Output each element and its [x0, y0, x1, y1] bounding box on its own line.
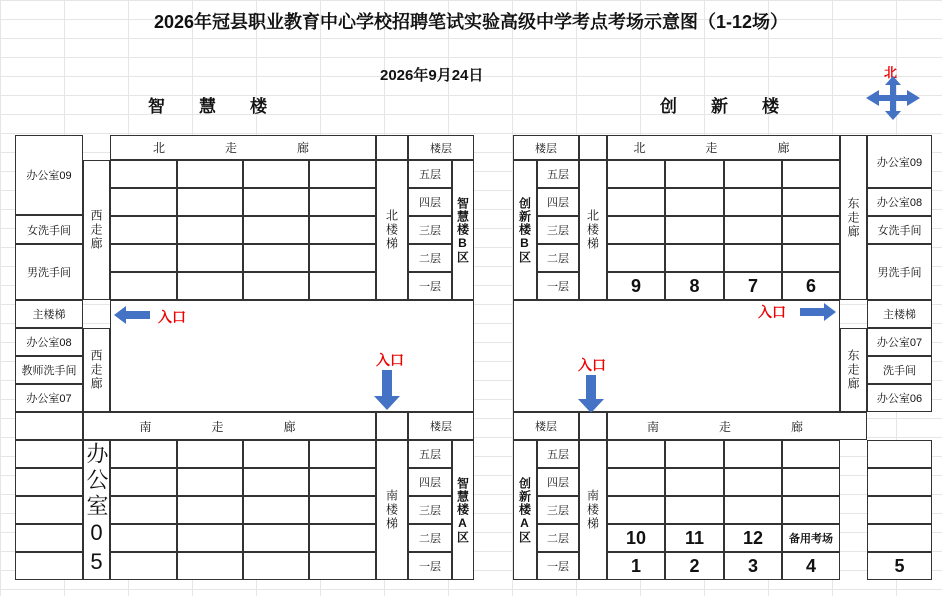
left-women-washroom: 女洗手间 [15, 215, 83, 244]
right-main-stairs: 主楼梯 [867, 300, 932, 328]
left-south-cell [15, 468, 83, 496]
left-north-room-cell [177, 188, 243, 216]
right-south-room-cell [665, 468, 724, 496]
left-north-room-cell [309, 216, 376, 244]
left-north-room-cell [110, 160, 177, 188]
page-title: 2026年冠县职业教育中心学校招聘笔试实验高级中学考点考场示意图（1-12场） [153, 12, 789, 32]
left-south-room-cell [243, 440, 309, 468]
right-a-floor-4: 四层 [537, 468, 579, 496]
left-south-room-cell [177, 440, 243, 468]
left-north-room-cell [110, 244, 177, 272]
left-south-room-cell [309, 496, 376, 524]
left-south-room-cell [243, 524, 309, 552]
left-south-room-cell [309, 524, 376, 552]
exam-room-4: 4 [782, 552, 840, 580]
building-name-chuangxin: 创 新 楼 [660, 97, 779, 116]
left-north-room-cell [309, 160, 376, 188]
right-north-room-cell [724, 216, 782, 244]
right-north-room-cell [782, 216, 840, 244]
compass-north-label: 北 [884, 65, 898, 80]
left-b-floor-3: 三层 [408, 216, 452, 244]
right-entrance-east-label: 入口 [758, 304, 786, 320]
right-b-floor-4: 四层 [537, 188, 579, 216]
right-b-floor-2: 二层 [537, 244, 579, 272]
left-men-washroom: 男洗手间 [15, 244, 83, 300]
right-south-end-cell [867, 440, 932, 468]
left-south-cell [15, 496, 83, 524]
left-teacher-washroom: 教师洗手间 [15, 356, 83, 384]
right-south-stairs: 南楼梯 [579, 440, 607, 580]
compass-arrows-icon [866, 76, 920, 120]
right-north-room-cell [607, 244, 665, 272]
exam-room-8: 8 [665, 272, 724, 300]
left-floor-header-south: 楼层 [408, 412, 474, 440]
right-south-room-cell [782, 440, 840, 468]
exam-room-12: 12 [724, 524, 782, 552]
left-north-room-cell [243, 272, 309, 300]
right-north-corridor: 北 走 廊 [607, 135, 840, 160]
right-south-room-cell [724, 496, 782, 524]
left-north-room-cell [309, 244, 376, 272]
right-b-floor-3: 三层 [537, 216, 579, 244]
left-south-stairs-top [376, 412, 408, 440]
left-north-room-cell [110, 216, 177, 244]
left-north-room-cell [243, 160, 309, 188]
right-office-07: 办公室07 [867, 328, 932, 356]
right-south-room-cell [724, 468, 782, 496]
left-south-room-cell [110, 440, 177, 468]
left-entrance-down-arrow-icon [374, 370, 400, 410]
right-north-room-cell [782, 188, 840, 216]
left-a-floor-4: 四层 [408, 468, 452, 496]
right-a-floor-1: 一层 [537, 552, 579, 580]
right-south-end-cell [867, 468, 932, 496]
left-office-05: 办公室05 [84, 442, 109, 578]
left-north-room-cell [243, 216, 309, 244]
left-north-corridor: 北 走 廊 [110, 135, 376, 160]
exam-date: 2026年9月24日 [380, 67, 484, 84]
zone-zhihui-a: 智慧楼A区 [452, 440, 474, 580]
left-north-room-cell [243, 188, 309, 216]
left-entrance-west-label: 入口 [158, 309, 186, 325]
exam-room-9: 9 [607, 272, 665, 300]
right-north-room-cell [782, 160, 840, 188]
left-north-room-cell [309, 272, 376, 300]
left-south-cell [15, 524, 83, 552]
left-south-room-cell [177, 524, 243, 552]
left-main-stairs: 主楼梯 [15, 300, 83, 328]
left-a-floor-3: 三层 [408, 496, 452, 524]
left-north-room-cell [177, 216, 243, 244]
left-south-room-cell [309, 440, 376, 468]
right-office-08: 办公室08 [867, 188, 932, 216]
right-south-room-cell [724, 440, 782, 468]
right-south-room-cell [665, 440, 724, 468]
right-office-09: 办公室09 [867, 135, 932, 188]
left-b-floor-1: 一层 [408, 272, 452, 300]
left-south-room-cell [309, 552, 376, 580]
left-office-08: 办公室08 [15, 328, 83, 356]
right-entrance-south-label: 入口 [578, 357, 606, 373]
left-a-floor-1: 一层 [408, 552, 452, 580]
right-b-floor-5: 五层 [537, 160, 579, 188]
left-south-room-cell [110, 468, 177, 496]
right-washroom: 洗手间 [867, 356, 932, 384]
exam-room-backup: 备用考场 [782, 524, 840, 552]
left-a-floor-5: 五层 [408, 440, 452, 468]
right-south-room-cell [607, 468, 665, 496]
left-north-stairs: 北楼梯 [376, 160, 408, 300]
left-south-room-cell [110, 524, 177, 552]
right-south-room-cell [782, 496, 840, 524]
left-entrance-south-label: 入口 [376, 352, 404, 368]
left-south-cell [15, 440, 83, 468]
left-south-room-cell [110, 552, 177, 580]
left-north-room-cell [177, 160, 243, 188]
exam-room-5: 5 [867, 552, 932, 580]
left-west-corridor-upper: 西走廊 [83, 160, 110, 300]
right-south-corridor: 南 走 廊 [607, 412, 867, 440]
right-east-corridor-lower: 东走廊 [840, 328, 867, 412]
zone-chuangxin-b: 创新楼B区 [513, 160, 537, 300]
left-south-room-cell [177, 468, 243, 496]
left-west-corridor-lower: 西走廊 [83, 328, 110, 412]
right-north-room-cell [665, 160, 724, 188]
right-north-room-cell [607, 188, 665, 216]
left-south-cell [15, 552, 83, 580]
exam-room-2: 2 [665, 552, 724, 580]
left-south-room-cell [177, 552, 243, 580]
left-north-room-cell [110, 188, 177, 216]
right-entrance-arrow-icon [800, 302, 836, 322]
right-a-floor-3: 三层 [537, 496, 579, 524]
right-north-room-cell [782, 244, 840, 272]
right-floor-header-south: 楼层 [513, 412, 579, 440]
right-south-room-cell [607, 496, 665, 524]
left-north-room-cell [243, 244, 309, 272]
left-b-floor-5: 五层 [408, 160, 452, 188]
exam-room-7: 7 [724, 272, 782, 300]
exam-room-3: 3 [724, 552, 782, 580]
left-entrance-arrow-icon [114, 305, 150, 325]
right-men-washroom: 男洗手间 [867, 244, 932, 300]
right-b-floor-1: 一层 [537, 272, 579, 300]
building-name-zhihui: 智 慧 楼 [148, 97, 267, 116]
left-south-room-cell [110, 496, 177, 524]
left-a-floor-2: 二层 [408, 524, 452, 552]
right-north-room-cell [607, 160, 665, 188]
right-south-stairs-top [579, 412, 607, 440]
left-south-room-cell [243, 552, 309, 580]
left-south-stairs: 南楼梯 [376, 440, 408, 580]
right-north-room-cell [607, 216, 665, 244]
exam-room-1: 1 [607, 552, 665, 580]
left-north-room-cell [177, 272, 243, 300]
right-hallway [513, 300, 840, 412]
right-women-washroom: 女洗手间 [867, 216, 932, 244]
left-south-room-cell [309, 468, 376, 496]
zone-zhihui-b: 智慧楼B区 [452, 160, 474, 300]
left-north-room-cell [110, 272, 177, 300]
left-south-room-cell [243, 496, 309, 524]
right-south-end-cell [867, 496, 932, 524]
right-south-end-cell [867, 524, 932, 552]
right-north-room-cell [665, 188, 724, 216]
zone-chuangxin-a: 创新楼A区 [513, 440, 537, 580]
right-north-room-cell [665, 216, 724, 244]
right-north-stairs-top [579, 135, 607, 160]
right-floor-header-north: 楼层 [513, 135, 579, 160]
right-south-room-cell [665, 496, 724, 524]
exam-room-6: 6 [782, 272, 840, 300]
left-north-room-cell [177, 244, 243, 272]
left-south-room-cell [177, 496, 243, 524]
right-south-room-cell [782, 468, 840, 496]
right-a-floor-2: 二层 [537, 524, 579, 552]
left-north-room-cell [309, 188, 376, 216]
left-office-09: 办公室09 [15, 135, 83, 215]
right-office-06: 办公室06 [867, 384, 932, 412]
right-north-room-cell [724, 188, 782, 216]
left-south-corridor: 南 走 廊 [83, 412, 376, 440]
exam-room-10: 10 [607, 524, 665, 552]
left-south-room-cell [243, 468, 309, 496]
right-north-room-cell [724, 244, 782, 272]
left-floor-header-north: 楼层 [408, 135, 474, 160]
left-south-corner [15, 412, 83, 440]
right-a-floor-5: 五层 [537, 440, 579, 468]
right-north-stairs: 北楼梯 [579, 160, 607, 300]
right-entrance-down-arrow-icon [578, 375, 604, 413]
right-north-room-cell [724, 160, 782, 188]
right-east-corridor-upper: 东走廊 [840, 135, 867, 300]
left-north-stairs-top [376, 135, 408, 160]
right-south-room-cell [607, 440, 665, 468]
left-office-07: 办公室07 [15, 384, 83, 412]
left-b-floor-4: 四层 [408, 188, 452, 216]
left-b-floor-2: 二层 [408, 244, 452, 272]
right-north-room-cell [665, 244, 724, 272]
exam-room-11: 11 [665, 524, 724, 552]
